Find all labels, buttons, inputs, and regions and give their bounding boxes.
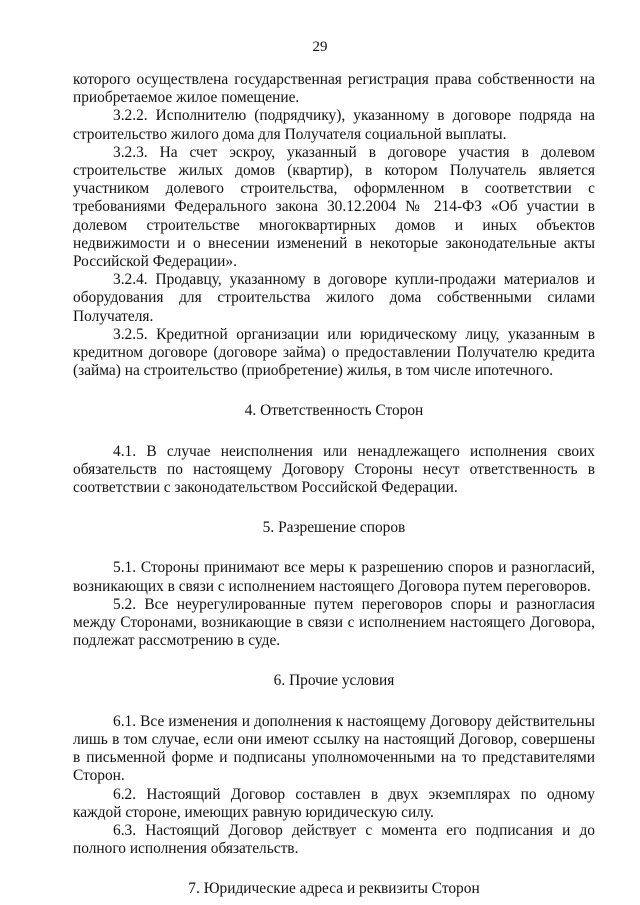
paragraph-4-1: 4.1. В случае неисполнения или ненадлежащего исполнения своих обязательств по настоящему Договору Стороны несут ответственность в соответствии с законодательством Российской Федерации. xyxy=(73,442,595,497)
paragraph-3-2-3: 3.2.3. На счет эскроу, указанный в договоре участия в долевом строительстве жилых домов (квартир), в котором Получатель является участником долевого строительства, оформленном в соответствии с требованиями Федерального закона 30.12.2004 № 214-ФЗ «Об участии в долевом строительстве многоквартирных домов и иных объектов недвижимости и о внесении изменений в некоторые законодательные акты Российской Федерации». xyxy=(73,143,595,271)
paragraph-6-1: 6.1. Все изменения и дополнения к настоящему Договору действительны лишь в том случае, если они имеют ссылку на настоящий Договор, совершены в письменной форме и подписаны уполномоченными на то представителями Сторон. xyxy=(73,712,595,785)
paragraph-3-2-5: 3.2.5. Кредитной организации или юридическому лицу, указанным в кредитном договоре (договоре займа) о предоставлении Получателю кредита (займа) на строительство (приобретение) жилья, в том числе ипотечного. xyxy=(73,325,595,380)
document-body xyxy=(73,71,595,899)
section-heading-7: 7. Юридические адреса и реквизиты Сторон xyxy=(188,880,480,898)
paragraph-continuation: которого осуществлена государственная регистрация права собственности на приобретаемое жилое помещение. xyxy=(73,71,595,107)
section-heading-4: 4. Ответственность Сторон xyxy=(244,402,424,420)
paragraph-5-2: 5.2. Все неурегулированные путем переговоров споры и разногласия между Сторонами, возникающие в связи с исполнением настоящего Договора, подлежат рассмотрению в суде. xyxy=(73,595,595,650)
section-heading-5: 5. Разрешение споров xyxy=(262,519,406,537)
paragraph-5-1: 5.1. Стороны принимают все меры к разрешению споров и разногласий, возникающих в связи с исполнением настоящего Договора путем переговоров. xyxy=(73,559,595,595)
section-heading-6: 6. Прочие условия xyxy=(273,672,395,690)
page-number: 29 xyxy=(312,39,328,55)
paragraph-6-2: 6.2. Настоящий Договор составлен в двух экземплярах по одному каждой стороне, имеющих равную юридическую силу. xyxy=(73,785,595,821)
paragraph-3-2-4: 3.2.4. Продавцу, указанному в договоре купли-продажи материалов и оборудования для строительства жилого дома собственными силами Получателя. xyxy=(73,271,595,325)
paragraph-6-3: 6.3. Настоящий Договор действует с момента его подписания и до полного исполнения обязательств. xyxy=(73,821,595,858)
paragraph-3-2-2: 3.2.2. Исполнителю (подрядчику), указанному в договоре подряда на строительство жилого дома для Получателя социальной выплаты. xyxy=(73,107,595,143)
